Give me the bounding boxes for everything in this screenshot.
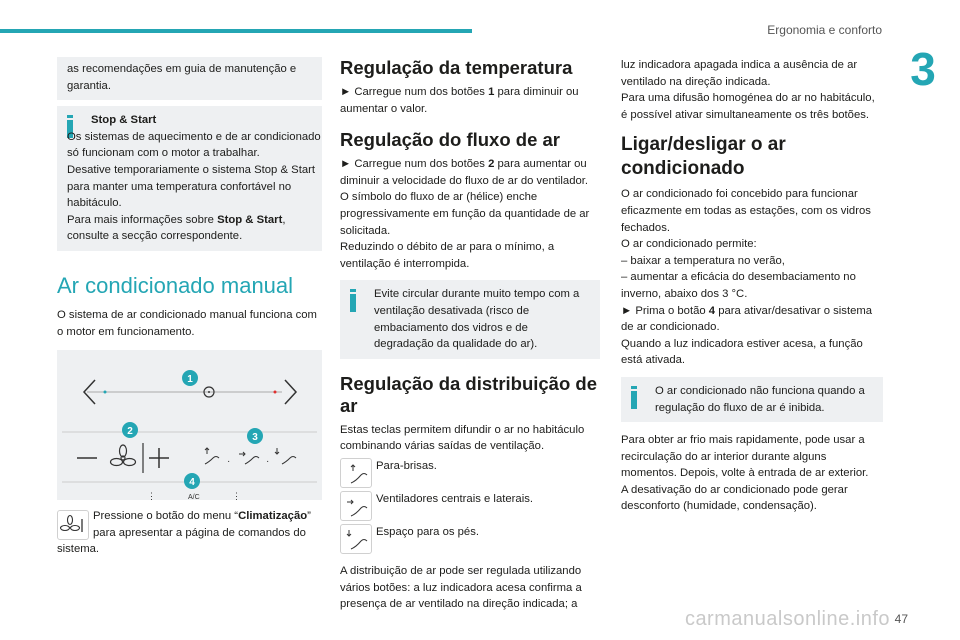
dist-end: A distribuição de ar pode ser regulada utilizando vários botões: a luz indicadora acesa confirma a presença de ar ventilado na direção indicada; a — [340, 564, 582, 611]
heading-distribution: Regulação da distribuição de ar — [340, 372, 598, 416]
svg-text:·: · — [227, 456, 231, 468]
flow-text: ► Carregue num dos botões 2 para aumentar ou diminuir a velocidade do fluxo de ar do ventilador. — [340, 158, 589, 187]
section-intro: O sistema de ar condicionado manual funciona com o motor em funcionamento. — [57, 308, 317, 338]
c3-p10: A desativação do ar condicionado pode gerar desconforto (humidade, condensação). — [621, 483, 848, 513]
control-panel-svg — [57, 350, 322, 500]
badge-3 — [247, 428, 263, 444]
header-accent-bar — [0, 29, 472, 33]
note-box — [57, 57, 322, 100]
ventilation-info-text: Evite circular durante muito tempo com a ventilação desativada (risco de embaciamento dos vidros e de degradação da qualidade do ar). — [374, 288, 580, 351]
heading-airflow: Regulação do fluxo de ar — [340, 129, 560, 151]
c3-p9: Para obter ar frio mais rapidamente, pode usar a recirculação do ar interior durante alguns momentos. Depois, volte à entrada de ar exterior. — [621, 434, 869, 480]
ventilation-info-box — [340, 280, 600, 358]
climate-menu-icon — [57, 510, 89, 540]
badge-4 — [184, 473, 200, 489]
menu-instruction: Pressione o botão do menu “Climatização” para apresentar a página de comandos do sistema. — [57, 510, 311, 556]
flow-p2: O símbolo do fluxo de ar (hélice) enche progressivamente em função da quantidade de ar solicitada. — [340, 191, 590, 237]
footwell-icon — [340, 524, 372, 554]
badge-1 — [182, 370, 198, 386]
stopstart-info-box — [57, 106, 322, 251]
ac-info-box — [621, 377, 883, 422]
column-1 — [57, 57, 322, 558]
dist-item-central: Ventiladores centrais e laterais. — [340, 491, 600, 521]
heading-ac-onoff: Ligar/desligar o ar condicionado — [621, 134, 786, 180]
c3-p8: Quando a luz indicadora estiver acesa, a função está ativada. — [621, 337, 863, 367]
temp-text: ► Carregue num dos botões 1 para diminuir ou aumentar o valor. — [340, 86, 579, 115]
stopstart-p1: Os sistemas de aquecimento e de ar condicionado só funcionam com o motor a trabalhar. — [67, 130, 321, 160]
badge-2 — [122, 422, 138, 438]
c3-p4: O ar condicionado permite: — [621, 238, 757, 251]
c3-p1: luz indicadora apagada indica a ausência de ar ventilado na direção indicada. — [621, 59, 858, 88]
dist-intro: Estas teclas permitem difundir o ar no habitáculo combinando várias saídas de ventilação. — [340, 423, 585, 453]
chevron-right-icon — [285, 380, 296, 404]
ac-info-text: O ar condicionado não funciona quando a regulação do fluxo de ar é inibida. — [655, 384, 865, 414]
stopstart-p3: Para mais informações sobre Stop & Start, consulte a secção correspondente. — [67, 213, 286, 243]
heading-temperature: Regulação da temperatura — [340, 57, 573, 78]
ac-label: A/C — [188, 494, 200, 501]
column-2 — [340, 57, 600, 613]
stopstart-p2: Desative temporariamente o sistema Stop & Start para manter uma temperatura confortável no habitáculo. — [67, 163, 316, 210]
control-panel-diagram — [57, 350, 322, 500]
flow-p3: Reduzindo o débito de ar para o mínimo, a ventilação é interrompida. — [340, 241, 555, 270]
page-number: 47 — [894, 612, 908, 626]
section-title: Ar condicionado manual — [57, 272, 294, 298]
c3-p3: O ar condicionado foi concebido para funcionar eficazmente em todas as estações, com os vidros fechados. — [621, 188, 871, 234]
info-icon — [350, 289, 356, 312]
svg-text:3: 3 — [252, 432, 258, 444]
fan-icon — [111, 445, 136, 466]
svg-text:2: 2 — [127, 426, 133, 438]
watermark: carmanualsonline.info — [684, 608, 890, 630]
svg-text:1: 1 — [187, 374, 193, 386]
c3-p5: – baixar a temperatura no verão, — [621, 254, 785, 267]
stopstart-title: Stop & Start — [91, 114, 157, 127]
chapter-number: 3 — [910, 43, 936, 95]
svg-text:⋮: ⋮ — [147, 491, 156, 501]
note-text: as recomendações em guia de manutenção e garantia. — [67, 63, 297, 92]
info-icon — [631, 386, 637, 409]
svg-text:·: · — [266, 456, 270, 468]
svg-text:⋮: ⋮ — [232, 491, 241, 501]
dist-item-windscreen: Para-brisas. — [340, 458, 600, 488]
c3-p7: ► Prima o botão 4 para ativar/desativar o sistema de ar condicionado. — [621, 304, 873, 334]
dist-item-feet: Espaço para os pés. — [340, 524, 600, 554]
column-3 — [621, 57, 883, 515]
svg-text:4: 4 — [189, 477, 195, 489]
c3-p6: – aumentar a eficácia do desembaciamento no inverno, abaixo dos 3 °C. — [621, 271, 856, 300]
header-title: Ergonomia e conforto — [767, 23, 882, 37]
central-vents-icon — [340, 491, 372, 521]
windscreen-icon — [340, 458, 372, 488]
airflow-icons — [205, 448, 296, 464]
c3-p2: Para uma difusão homogénea do ar no habitáculo, é possível ativar simultaneamente os três botões. — [621, 92, 875, 121]
